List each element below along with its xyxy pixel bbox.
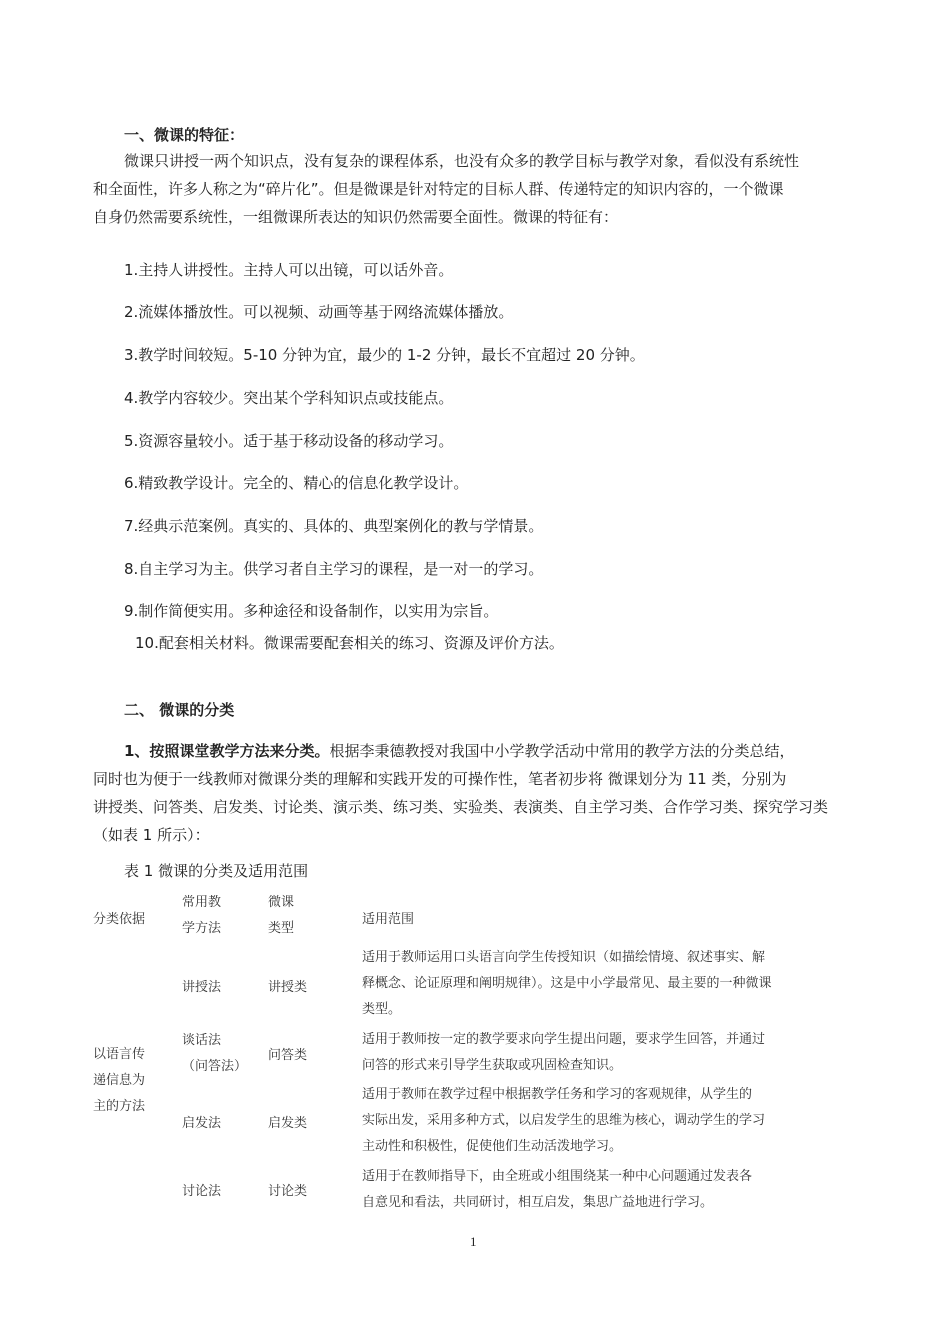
feature-item: 3.教学时间较短。5-10 分钟为宜，最少的 1-2 分钟，最长不宜超过 20 分钟。 [124, 346, 645, 364]
feature-item: 4.教学内容较少。突出某个学科知识点或技能点。 [124, 389, 454, 407]
section2-para-bold: 1、按照课堂教学方法来分类。 [124, 742, 330, 760]
section1-heading: 一、微课的特征： [124, 126, 245, 144]
feature-item: 10.配套相关材料。微课需要配套相关的练习、资源及评价方法。 [135, 634, 564, 652]
row-scope: 适用于教师在教学过程中根据教学任务和学习的客观规律，从学生的 实际出发，采用多种方式，以启发学生的思维为核心，调动学生的学习 主动性和积极性，促使他们生动活泼地学习。 [362, 1087, 766, 1154]
table-caption: 表 1 微课的分类及适用范围 [124, 862, 309, 880]
section2-para-text: 根据李秉德教授对我国中小学教学活动中常用的教学方法的分类总结， [329, 742, 795, 760]
feature-item: 8.自主学习为主。供学习者自主学习的课程，是一对一的学习。 [124, 560, 544, 578]
section2-para-line-2: 同时也为便于一线教师对微课分类的理解和实践开发的可操作性，笔者初步将 微课划分为 11 类，分别为 [93, 770, 787, 788]
row-scope: 适用于教师运用口头语言向学生传授知识（如描绘情境、叙述事实、解 释概念、论证原理和阐明规律）。这是中小学最常见、最主要的一种微课 类型。 [362, 950, 772, 1017]
section2-para-line-4: （如表 1 所示）： [93, 826, 210, 844]
row-method: 讲授法 [182, 980, 222, 995]
feature-item: 7.经典示范案例。真实的、具体的、典型案例化的教与学情景。 [124, 517, 544, 535]
row-method: 启发法 [182, 1116, 222, 1131]
section1-intro-line-2: 和全面性，许多人称之为“碎片化”。但是微课是针对特定的目标人群、传递特定的知识内容的，一个微课 [93, 180, 784, 198]
feature-item: 5.资源容量较小。适于基于移动设备的移动学习。 [124, 432, 454, 450]
section2-para-line-3: 讲授类、问答类、启发类、讨论类、演示类、练习类、实验类、表演类、自主学习类、合作学习类、探究学习类 [93, 798, 829, 816]
row-type: 启发类 [268, 1116, 308, 1131]
feature-item: 9.制作简便实用。多种途径和设备制作，以实用为宗旨。 [124, 602, 499, 620]
header-basis: 分类依据 [93, 912, 146, 927]
row-type: 讨论类 [268, 1184, 308, 1199]
header-scope: 适用范围 [362, 912, 415, 927]
section2-para-line-1 [124, 737, 794, 765]
page-number: 1 [470, 1234, 477, 1249]
header-method: 常用教 学方法 [182, 895, 222, 936]
group-label: 以语言传 递信息为 主的方法 [93, 1047, 146, 1114]
section2-heading: 二、 微课的分类 [124, 701, 235, 719]
row-scope: 适用于在教师指导下，由全班或小组围绕某一种中心问题通过发表各 自意见和看法，共同研讨，相互启发，集思广益地进行学习。 [362, 1169, 753, 1210]
row-method: 讨论法 [182, 1184, 222, 1199]
row-type: 问答类 [268, 1048, 308, 1063]
section1-intro-line-1: 微课只讲授一两个知识点，没有复杂的课程体系，也没有众多的教学目标与教学对象，看似没有系统性 [124, 152, 800, 170]
row-type: 讲授类 [268, 980, 308, 995]
row-scope: 适用于教师按一定的教学要求向学生提出问题，要求学生回答，并通过 问答的形式来引导学生获取或巩固检查知识。 [362, 1032, 766, 1073]
row-method: 谈话法 （问答法） [182, 1033, 248, 1074]
feature-item: 6.精致教学设计。完全的、精心的信息化教学设计。 [124, 474, 469, 492]
section1-intro-line-3: 自身仍然需要系统性，一组微课所表达的知识仍然需要全面性。微课的特征有： [93, 208, 619, 226]
feature-item: 2.流媒体播放性。可以视频、动画等基于网络流媒体播放。 [124, 303, 514, 321]
feature-item: 1.主持人讲授性。主持人可以出镜，可以话外音。 [124, 261, 454, 279]
header-type: 微课 类型 [268, 895, 295, 936]
